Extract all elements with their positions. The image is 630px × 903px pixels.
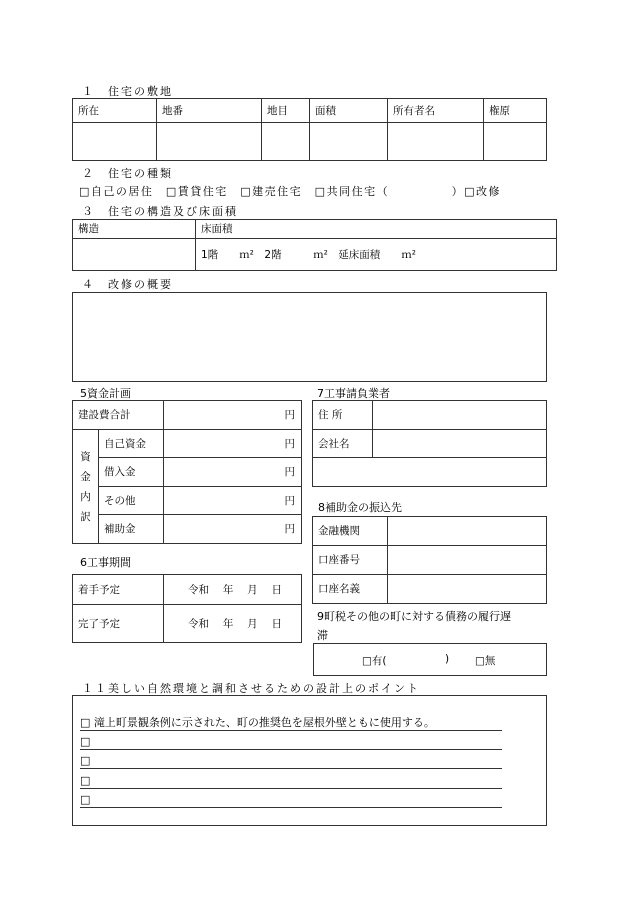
other-funds-label: その他 bbox=[99, 487, 164, 515]
delinquency-yes-option[interactable]: □有( bbox=[362, 655, 387, 667]
section-2-title: ２ 住宅の種類 bbox=[82, 167, 173, 180]
section-5-title: 5資金計画 bbox=[80, 387, 131, 400]
section-4-title: ４ 改修の概要 bbox=[82, 278, 173, 291]
funding-table bbox=[72, 400, 302, 544]
delinquency-no-option[interactable]: □無 bbox=[475, 655, 496, 667]
section-11-title: １１美しい自然環境と調和させるための設計上のポイント bbox=[82, 682, 420, 695]
yen-unit: 円 bbox=[284, 437, 295, 450]
section-3-title: ３ 住宅の構造及び床面積 bbox=[82, 205, 238, 218]
funding-breakdown-label bbox=[73, 430, 99, 544]
structure-table bbox=[72, 219, 557, 271]
bank-name-label: 金融機関 bbox=[313, 517, 388, 546]
structure-field[interactable] bbox=[73, 239, 196, 271]
header-title-right: 権原 bbox=[484, 99, 547, 123]
contractor-address-label: 住 所 bbox=[313, 401, 373, 430]
header-structure: 構造 bbox=[73, 220, 196, 239]
title-right-field[interactable] bbox=[484, 123, 547, 161]
section-1-title: １ 住宅の敷地 bbox=[82, 85, 173, 98]
section-9-title-line2: 滞 bbox=[317, 629, 328, 642]
renovation-summary-box[interactable] bbox=[72, 292, 547, 382]
side-char-1: 資 bbox=[80, 450, 91, 463]
own-funds-field[interactable] bbox=[164, 430, 302, 458]
yen-unit: 円 bbox=[284, 523, 295, 535]
side-char-2: 金 bbox=[80, 470, 91, 483]
owner-field[interactable] bbox=[388, 123, 484, 161]
section-7-title: 7工事請負業者 bbox=[317, 387, 390, 400]
side-char-3: 内 bbox=[80, 490, 91, 503]
housing-type-options[interactable]: □自己の居住 □賃貸住宅 □建売住宅 □共同住宅（ ）□改修 bbox=[79, 185, 501, 198]
section-9-title-line1: 9町税その他の町に対する債務の履行遅 bbox=[317, 610, 511, 623]
yen-unit: 円 bbox=[284, 409, 295, 421]
contractor-table bbox=[312, 400, 547, 487]
contractor-company-field[interactable] bbox=[373, 430, 547, 458]
header-location: 所在 bbox=[73, 99, 157, 123]
account-holder-label: 口座名義 bbox=[313, 575, 388, 604]
subsidy-label: 補助金 bbox=[99, 515, 164, 544]
design-point-line-5[interactable]: □ bbox=[80, 793, 502, 808]
header-area: 面積 bbox=[310, 99, 388, 123]
header-owner: 所有者名 bbox=[388, 99, 484, 123]
site-table bbox=[72, 98, 547, 161]
subsidy-field[interactable] bbox=[164, 515, 302, 544]
design-point-line-3[interactable]: □ bbox=[80, 754, 502, 769]
area-field[interactable] bbox=[310, 123, 388, 161]
start-date-field[interactable]: 令和 年 月 日 bbox=[164, 575, 302, 605]
loan-label: 借入金 bbox=[99, 458, 164, 487]
design-points-box bbox=[72, 695, 547, 826]
location-field[interactable] bbox=[73, 123, 157, 161]
land-category-field[interactable] bbox=[262, 123, 310, 161]
own-funds-label: 自己資金 bbox=[99, 430, 164, 458]
total-cost-field[interactable] bbox=[164, 401, 302, 430]
contractor-company-label: 会社名 bbox=[313, 430, 373, 458]
lot-number-field[interactable] bbox=[157, 123, 262, 161]
construction-period-table bbox=[72, 574, 302, 643]
section-6-title: 6工事期間 bbox=[80, 556, 131, 569]
design-point-line-4[interactable]: □ bbox=[80, 774, 502, 789]
contractor-extra-field[interactable] bbox=[313, 458, 547, 487]
design-point-line-2[interactable]: □ bbox=[80, 735, 502, 750]
contractor-address-field[interactable] bbox=[373, 401, 547, 430]
start-date-label: 着手予定 bbox=[73, 575, 164, 605]
yen-unit: 円 bbox=[284, 494, 295, 507]
header-floor-area: 床面積 bbox=[196, 220, 557, 239]
delinquency-yes-close: ) bbox=[445, 653, 450, 665]
tax-delinquency-box bbox=[313, 643, 547, 676]
section-8-title: 8補助金の振込先 bbox=[318, 501, 402, 514]
account-holder-field[interactable] bbox=[388, 575, 547, 604]
loan-field[interactable] bbox=[164, 458, 302, 487]
header-lot-number: 地番 bbox=[157, 99, 262, 123]
total-cost-label: 建設費合計 bbox=[73, 401, 164, 430]
bank-account-table bbox=[312, 516, 547, 604]
other-funds-field[interactable] bbox=[164, 487, 302, 515]
yen-unit: 円 bbox=[284, 466, 295, 478]
floor-area-values[interactable]: 1階 ｍ² 2階 ｍ² 延床面積 ｍ² bbox=[196, 239, 557, 271]
completion-date-label: 完了予定 bbox=[73, 605, 164, 643]
design-point-line-1[interactable]: □ 滝上町景観条例に示された、町の推奨色を屋根外壁ともに使用する。 bbox=[80, 716, 502, 731]
header-land-category: 地目 bbox=[262, 99, 310, 123]
bank-name-field[interactable] bbox=[388, 517, 547, 546]
account-number-field[interactable] bbox=[388, 546, 547, 575]
completion-date-field[interactable]: 令和 年 月 日 bbox=[164, 605, 302, 643]
side-char-4: 訳 bbox=[80, 510, 91, 523]
account-number-label: 口座番号 bbox=[313, 546, 388, 575]
